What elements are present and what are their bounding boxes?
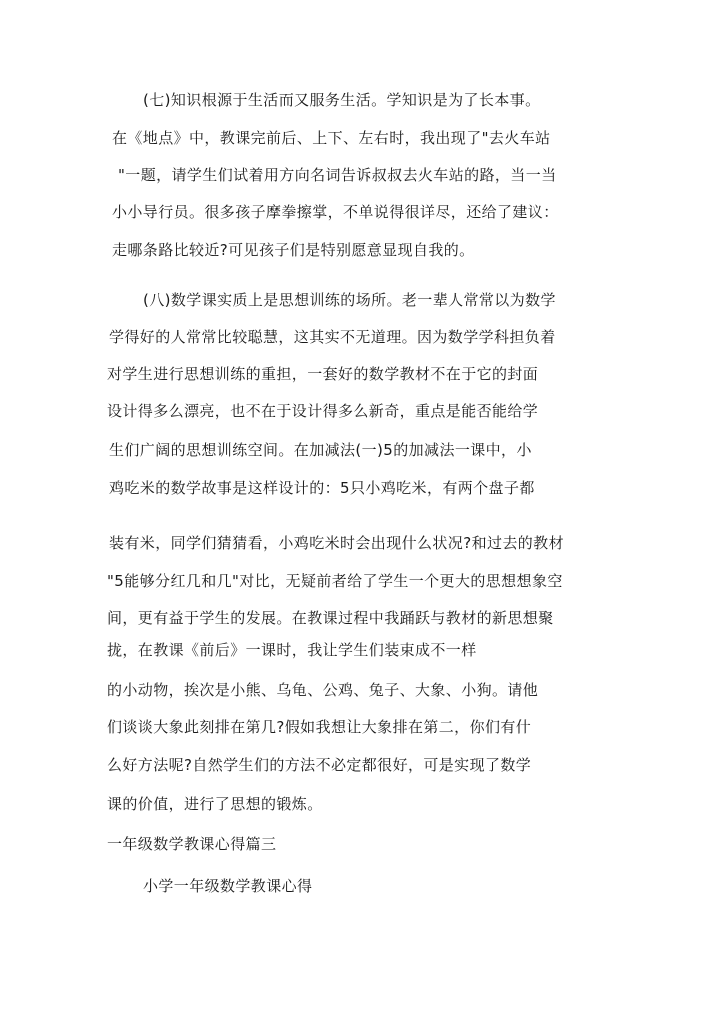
paragraph-7-line-1: (七)知识根源于生活而又服务生活。学知识是为了长本事。 — [143, 91, 541, 109]
paragraph-8-line-4: 设计得多么漂亮，也不在于设计得多么新奇，重点是能否能给学 — [107, 402, 539, 420]
paragraph-8-line-8: "5能够分红几和几"对比，无疑前者给了学生一个更大的思想想象空 — [107, 572, 563, 590]
paragraph-7-line-5: 走哪条路比较近?可见孩子们是特别愿意显现自我的。 — [112, 241, 475, 259]
paragraph-8-line-11: 的小动物，挨次是小熊、乌龟、公鸡、兔子、大象、小狗。请他 — [107, 681, 539, 699]
paragraph-8-line-9: 间，更有益于学生的发展。在教课过程中我踊跃与教材的新思想聚 — [107, 609, 554, 627]
paragraph-8-line-6: 鸡吃米的数学故事是这样设计的：5只小鸡吃米，有两个盘子都 — [109, 479, 535, 497]
paragraph-8-line-7: 装有米，同学们猜猜看，小鸡吃米时会出现什么状况?和过去的教材 — [109, 534, 564, 552]
paragraph-8-line-12: 们谈谈大象此刻排在第几?假如我想让大象排在第二，你们有什 — [107, 718, 532, 736]
paragraph-8-line-1: (八)数学课实质上是思想训练的场所。老一辈人常常以为数学 — [143, 291, 556, 309]
paragraph-7-line-4: 小小导行员。很多孩子摩拳擦掌，不单说得很详尽，还给了建议： — [112, 203, 559, 221]
section-heading: 一年级数学教课心得篇三 — [107, 835, 277, 853]
paragraph-7-line-3: "一题，请学生们试着用方向名词告诉叔叔去火车站的路，当一当 — [118, 166, 557, 184]
paragraph-8-line-14: 课的价值，进行了思想的锻炼。 — [107, 795, 323, 813]
paragraph-8-line-5: 生们广阔的思想训练空间。在加减法(一)5的加减法一课中，小 — [109, 441, 532, 459]
paragraph-8-line-10: 拢，在教课《前后》一课时，我让学生们装束成不一样 — [107, 641, 477, 659]
paragraph-8-line-13: 么好方法呢?自然学生们的方法不必定都很好，可是实现了数学 — [107, 756, 532, 774]
paragraph-7-line-2: 在《地点》中，教课完前后、上下、左右时，我出现了"去火车站 — [112, 129, 551, 147]
paragraph-8-line-2: 学得好的人常常比较聪慧，这其实不无道理。因为数学学科担负着 — [109, 328, 556, 346]
subtitle: 小学一年级数学教课心得 — [143, 877, 313, 895]
paragraph-8-line-3: 对学生进行思想训练的重担，一套好的数学教材不在于它的封面 — [107, 365, 539, 383]
